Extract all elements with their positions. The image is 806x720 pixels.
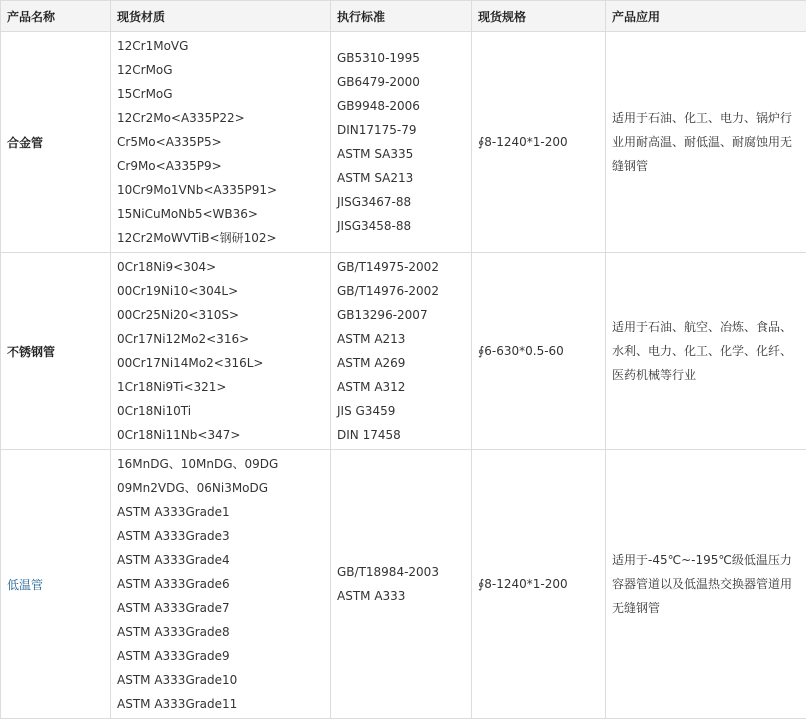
standard-item: ASTM SA213	[337, 171, 414, 185]
material-item: ASTM A333Grade3	[117, 529, 230, 543]
header-application: 产品应用	[606, 1, 806, 32]
standard-item: GB6479-2000	[337, 75, 420, 89]
standards-cell	[331, 253, 472, 450]
application-cell: 适用于-45℃~-195℃级低温压力容器管道以及低温热交换器管道用无缝钢管	[606, 450, 806, 719]
material-item: ASTM A333Grade4	[117, 553, 230, 567]
standard-item: GB/T14976-2002	[337, 284, 439, 298]
product-name-link[interactable]: 低温管	[1, 450, 111, 719]
header-row	[1, 1, 806, 32]
spec-cell: ∮8-1240*1-200	[472, 32, 606, 253]
material-item: ASTM A333Grade6	[117, 577, 230, 591]
material-item: ASTM A333Grade1	[117, 505, 230, 519]
application-cell: 适用于石油、航空、冶炼、食品、水利、电力、化工、化学、化纤、医药机械等行业	[606, 253, 806, 450]
table-row	[1, 253, 806, 450]
standard-item: DIN17175-79	[337, 123, 417, 137]
material-item: ASTM A333Grade9	[117, 649, 230, 663]
standard-item: ASTM A269	[337, 356, 406, 370]
standards-cell	[331, 32, 472, 253]
material-item: 00Cr19Ni10<304L>	[117, 284, 239, 298]
standard-item: GB/T18984-2003	[337, 565, 439, 579]
material-item: Cr5Mo<A335P5>	[117, 135, 222, 149]
standard-item: DIN 17458	[337, 428, 401, 442]
materials-cell	[111, 450, 331, 719]
standard-item: JISG3467-88	[337, 195, 412, 209]
material-item: 15NiCuMoNb5<WB36>	[117, 207, 258, 221]
material-item: 12CrMoG	[117, 63, 173, 77]
material-item: 00Cr17Ni14Mo2<316L>	[117, 356, 264, 370]
standard-item: ASTM A213	[337, 332, 406, 346]
standard-item: GB13296-2007	[337, 308, 428, 322]
standard-item: ASTM SA335	[337, 147, 414, 161]
material-item: 00Cr25Ni20<310S>	[117, 308, 240, 322]
material-item: 0Cr18Ni9<304>	[117, 260, 217, 274]
standard-item: JISG3458-88	[337, 219, 412, 233]
material-item: Cr9Mo<A335P9>	[117, 159, 222, 173]
material-item: 15CrMoG	[117, 87, 173, 101]
material-item: 0Cr17Ni12Mo2<316>	[117, 332, 250, 346]
material-item: 12Cr2MoWVTiB<钢研102>	[117, 231, 277, 245]
material-item: 10Cr9Mo1VNb<A335P91>	[117, 183, 278, 197]
material-item: 1Cr18Ni9Ti<321>	[117, 380, 227, 394]
header-material: 现货材质	[111, 1, 331, 32]
product-name-cell: 合金管	[1, 32, 111, 253]
material-item: ASTM A333Grade7	[117, 601, 230, 615]
header-standard: 执行标准	[331, 1, 472, 32]
materials-cell	[111, 253, 331, 450]
material-item: 12Cr1MoVG	[117, 39, 189, 53]
material-item: ASTM A333Grade8	[117, 625, 230, 639]
material-item: 12Cr2Mo<A335P22>	[117, 111, 245, 125]
standard-item: GB9948-2006	[337, 99, 420, 113]
header-product-name: 产品名称	[1, 1, 111, 32]
materials-cell	[111, 32, 331, 253]
material-item: 0Cr18Ni11Nb<347>	[117, 428, 241, 442]
material-item: ASTM A333Grade11	[117, 697, 238, 711]
spec-cell: ∮6-630*0.5-60	[472, 253, 606, 450]
spec-cell: ∮8-1240*1-200	[472, 450, 606, 719]
material-item: ASTM A333Grade10	[117, 673, 238, 687]
product-name-cell: 不锈钢管	[1, 253, 111, 450]
header-spec: 现货规格	[472, 1, 606, 32]
standard-item: ASTM A312	[337, 380, 406, 394]
material-item: 16MnDG、10MnDG、09DG	[117, 457, 279, 471]
standards-cell	[331, 450, 472, 719]
application-cell: 适用于石油、化工、电力、锅炉行业用耐高温、耐低温、耐腐蚀用无缝钢管	[606, 32, 806, 253]
standard-item: GB5310-1995	[337, 51, 420, 65]
table-row	[1, 32, 806, 253]
standard-item: JIS G3459	[337, 404, 396, 418]
standard-item: ASTM A333	[337, 589, 406, 603]
material-item: 09Mn2VDG、06Ni3MoDG	[117, 481, 269, 495]
standard-item: GB/T14975-2002	[337, 260, 439, 274]
material-item: 0Cr18Ni10Ti	[117, 404, 192, 418]
table-row	[1, 450, 806, 719]
